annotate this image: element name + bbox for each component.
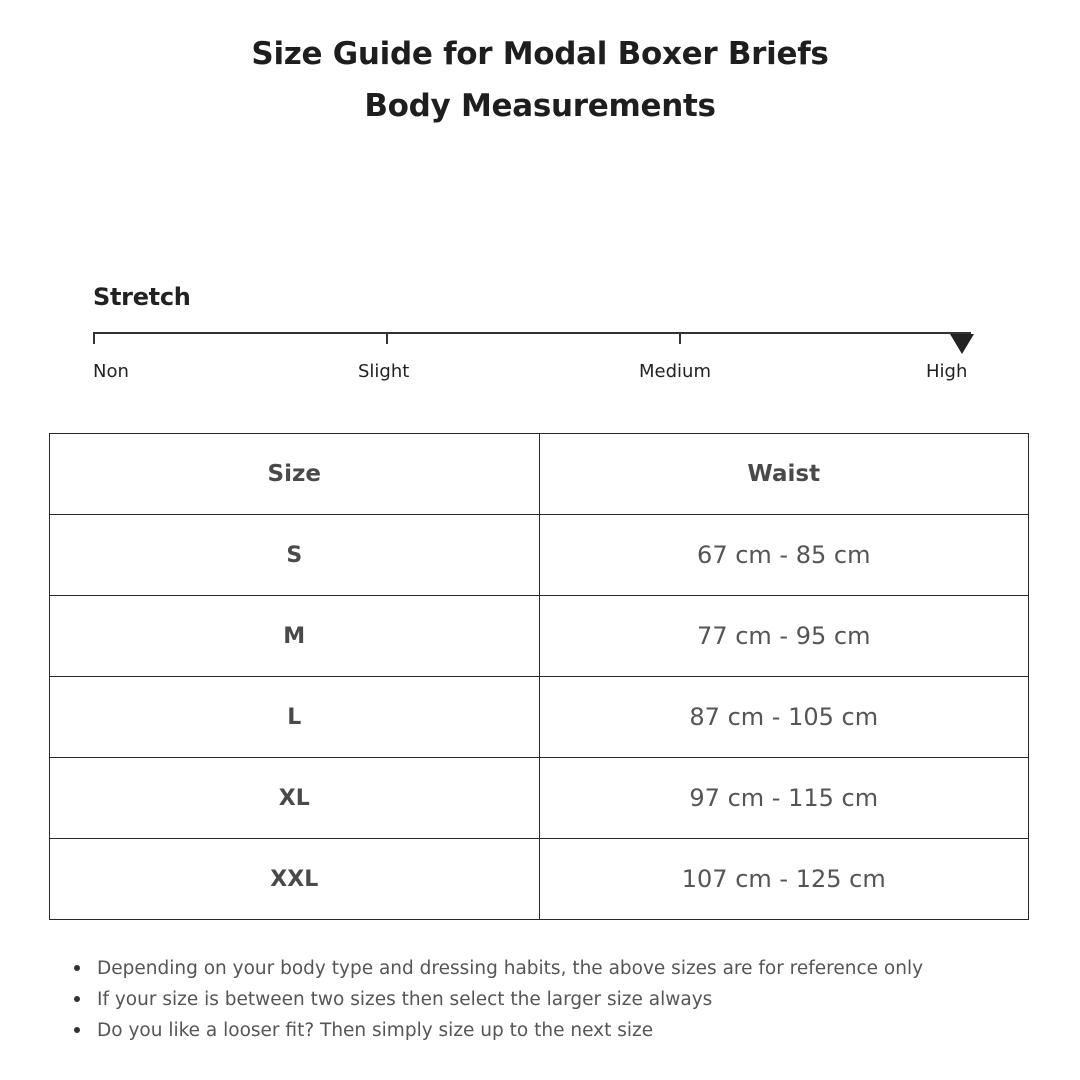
- waist-cell: 87 cm - 105 cm: [539, 677, 1029, 758]
- table-header-row: [50, 434, 1029, 515]
- table-row: [50, 515, 1029, 596]
- size-cell: XXL: [50, 839, 540, 920]
- note-item: Do you like a looser fit? Then simply size up to the next size: [67, 1015, 923, 1046]
- column-header-waist: Waist: [539, 434, 1029, 515]
- stretch-label-high: High: [926, 361, 968, 382]
- note-item: Depending on your body type and dressing habits, the above sizes are for reference only: [67, 953, 923, 984]
- size-cell: M: [50, 596, 540, 677]
- waist-cell: 67 cm - 85 cm: [539, 515, 1029, 596]
- waist-cell: 77 cm - 95 cm: [539, 596, 1029, 677]
- note-item: If your size is between two sizes then select the larger size always: [67, 984, 923, 1015]
- stretch-label-medium: Medium: [639, 361, 711, 382]
- table-row: [50, 596, 1029, 677]
- stretch-tick-slight: [386, 332, 388, 344]
- table-row: [50, 839, 1029, 920]
- title-line-1: Size Guide for Modal Boxer Briefs: [251, 36, 829, 72]
- stretch-tick-medium: [679, 332, 681, 344]
- notes-list: [67, 953, 923, 1046]
- stretch-tick-non: [93, 332, 95, 344]
- waist-cell: 107 cm - 125 cm: [539, 839, 1029, 920]
- page-title: [0, 28, 1080, 132]
- size-cell: S: [50, 515, 540, 596]
- table-row: [50, 758, 1029, 839]
- size-cell: XL: [50, 758, 540, 839]
- stretch-selected-marker-icon: [950, 334, 974, 354]
- stretch-label-slight: Slight: [358, 361, 410, 382]
- stretch-heading: Stretch: [93, 283, 191, 311]
- waist-cell: 97 cm - 115 cm: [539, 758, 1029, 839]
- table-row: [50, 677, 1029, 758]
- stretch-label-non: Non: [93, 361, 129, 382]
- size-table: [49, 433, 1029, 920]
- column-header-size: Size: [50, 434, 540, 515]
- stretch-scale-line: [93, 332, 971, 334]
- title-line-2: Body Measurements: [364, 88, 716, 124]
- size-cell: L: [50, 677, 540, 758]
